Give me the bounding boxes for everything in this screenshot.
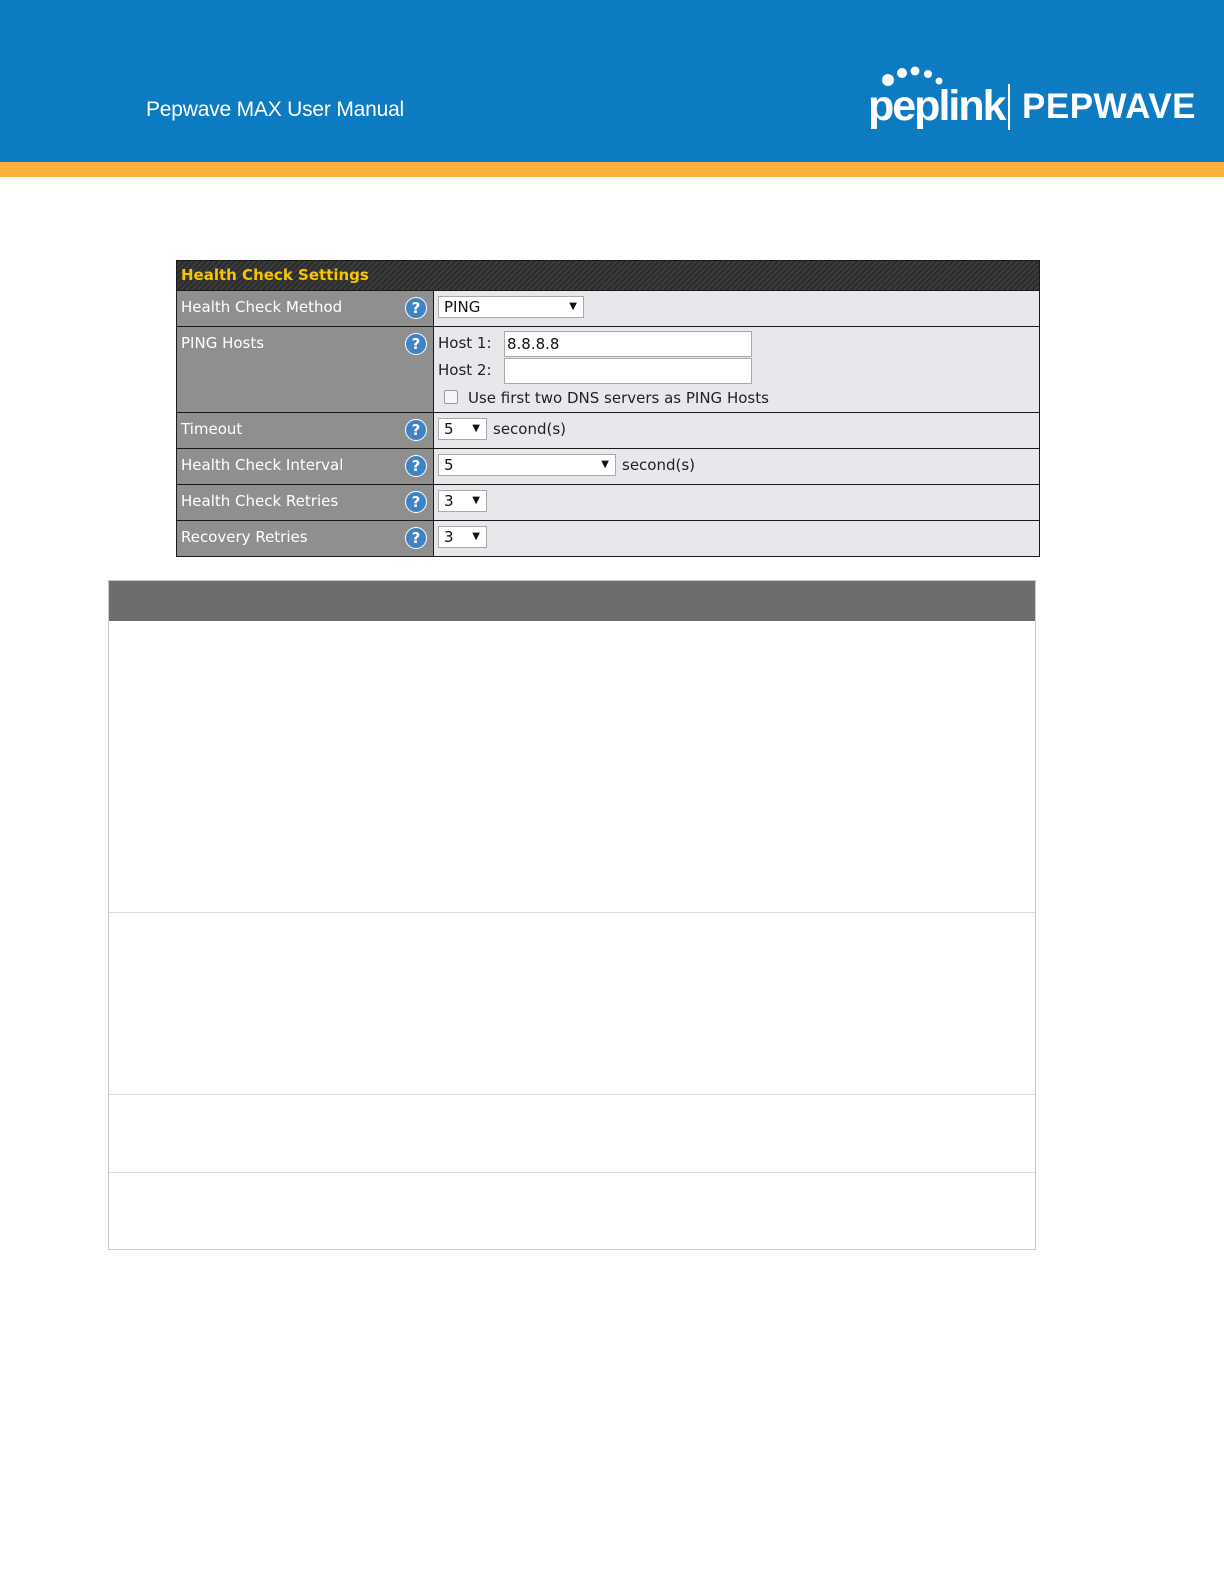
interval-label: Health Check Interval [181,456,344,474]
recovery-label: Recovery Retries [181,528,308,546]
row-health-check-interval [177,448,1039,484]
table-row [109,913,1035,1095]
retries-select[interactable] [438,490,487,512]
row-ping-hosts [177,326,1039,412]
interval-select[interactable] [438,454,616,476]
dropdown-arrow-icon: ▼ [472,531,480,542]
row-recovery-retries [177,520,1039,556]
timeout-unit: second(s) [493,420,567,438]
dns-hosts-checkbox[interactable] [444,390,458,404]
dropdown-arrow-icon: ▼ [569,301,577,312]
method-select[interactable] [438,296,584,318]
row-label [177,485,433,520]
method-select-value: PING [444,298,481,316]
table-row [109,1173,1035,1250]
row-timeout [177,412,1039,448]
host2-input[interactable] [504,358,752,384]
method-label: Health Check Method [181,298,343,316]
dns-hosts-option [438,385,1039,411]
host1-line [438,331,1039,358]
row-health-check-retries [177,484,1039,520]
help-icon[interactable]: ? [405,455,427,477]
host1-label: Host 1: [438,334,492,352]
table-row [109,621,1035,913]
table-row [109,1095,1035,1173]
retries-label: Health Check Retries [181,492,339,510]
timeout-select-value: 5 [444,420,454,438]
header-stripe [0,162,1224,177]
document-title: Pepwave MAX User Manual [146,98,405,121]
timeout-select[interactable] [438,418,487,440]
dropdown-arrow-icon: ▼ [472,495,480,506]
timeout-label: Timeout [181,420,243,438]
brand-logo [868,62,1197,134]
recovery-select[interactable] [438,526,487,548]
description-table-header [109,581,1035,621]
row-value [434,485,1039,520]
row-health-check-method [177,290,1039,326]
recovery-select-value: 3 [444,528,454,546]
host1-input[interactable]: 8.8.8.8 [504,331,752,357]
brand-pepwave: PEPWAVE [1022,87,1197,126]
header-banner [0,0,1224,162]
interval-select-value: 5 [444,456,454,474]
row-value [434,521,1039,556]
brand-divider [1008,84,1010,130]
ping-hosts-label: PING Hosts [181,334,265,352]
help-icon[interactable]: ? [405,527,427,549]
host2-label: Host 2: [438,361,492,379]
row-label [177,449,433,484]
help-icon[interactable]: ? [405,333,427,355]
row-label [177,291,433,326]
health-check-settings-panel [176,260,1040,557]
brand-peplink: peplink [868,82,1005,130]
row-label [177,413,433,448]
row-label [177,327,433,412]
help-icon[interactable]: ? [405,491,427,513]
dns-hosts-checkbox-label: Use first two DNS servers as PING Hosts [468,389,769,407]
row-value [434,449,1039,484]
retries-select-value: 3 [444,492,454,510]
row-value [434,291,1039,326]
row-label [177,521,433,556]
row-value [434,413,1039,448]
help-icon[interactable]: ? [405,297,427,319]
panel-title: Health Check Settings [177,261,1039,290]
help-icon[interactable]: ? [405,419,427,441]
interval-unit: second(s) [622,456,696,474]
row-value [434,327,1039,412]
dropdown-arrow-icon: ▼ [472,423,480,434]
description-table [108,580,1036,1250]
host2-line [438,358,1039,385]
dropdown-arrow-icon: ▼ [601,459,609,470]
